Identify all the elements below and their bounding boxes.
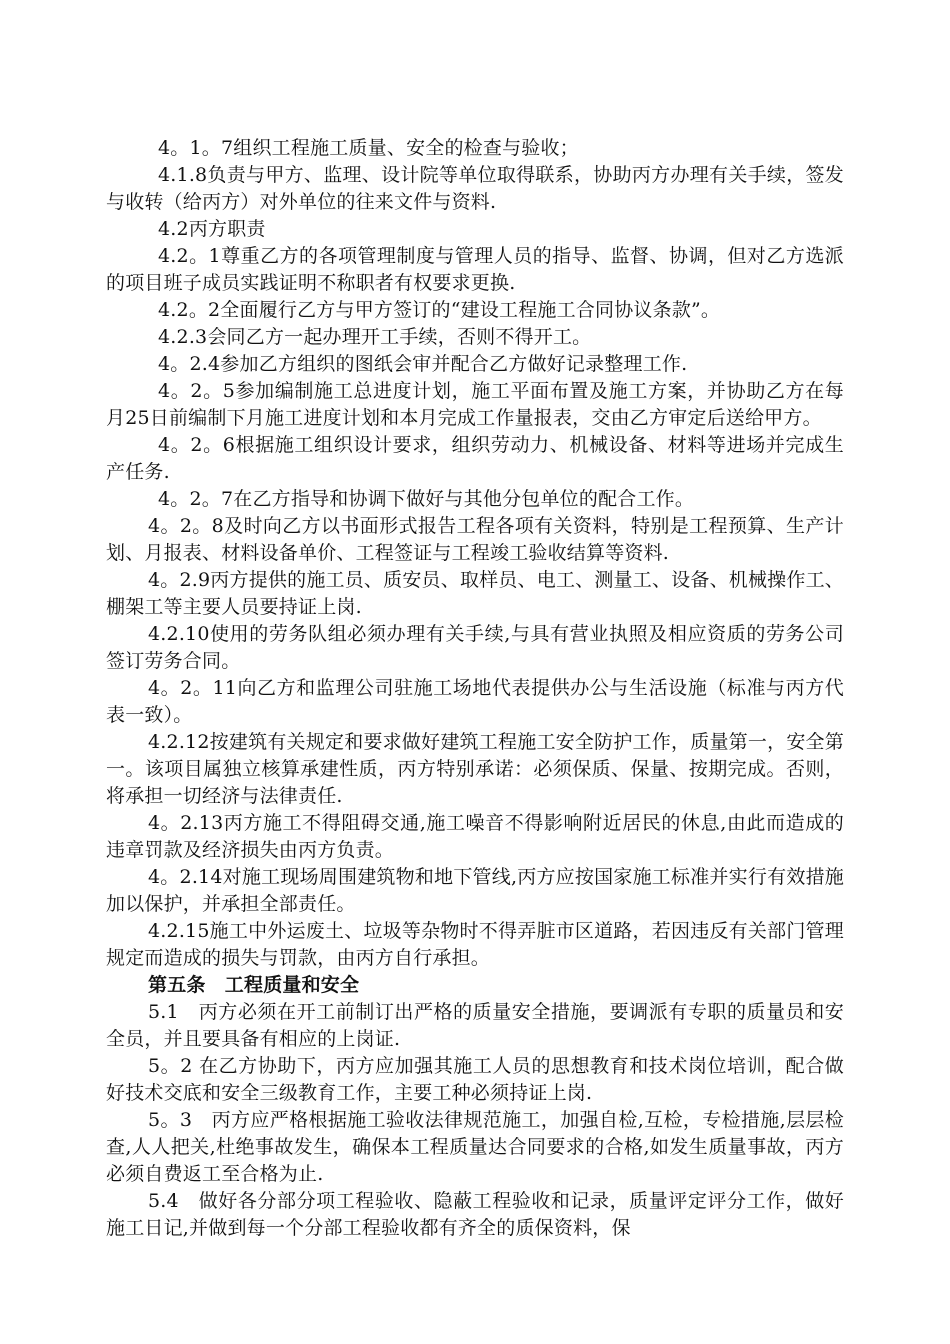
- clause-4-1-8: 4.1.8负责与甲方、监理、设计院等单位取得联系，协助丙方办理有关手续，签发与收转（给丙方）对外单位的往来文件与资料.: [106, 164, 844, 213]
- clause-4-2-5: 4。2。5参加编制施工总进度计划，施工平面布置及施工方案，并协助乙方在每月25日前编制下月施工进度计划和本月完成工作量报表，交由乙方审定后送给甲方。: [106, 380, 844, 429]
- clause-5-2: 5。2 在乙方协助下，丙方应加强其施工人员的思想教育和技术岗位培训，配合做好技术交底和安全三级教育工作，主要工种必须持证上岗.: [106, 1055, 844, 1104]
- clause-4-2-4: 4。2.4参加乙方组织的图纸会审并配合乙方做好记录整理工作.: [158, 353, 688, 375]
- clause-4-2-15: 4.2.15施工中外运废土、垃圾等杂物时不得弄脏市区道路，若因违反有关部门管理规定而造成的损失与罚款，由丙方自行承担。: [106, 920, 844, 969]
- clause-5-3: 5。3 丙方应严格根据施工验收法律规范施工，加强自检,互检，专检措施,层层检查,人人把关,杜绝事故发生，确保本工程质量达合同要求的合格,如发生质量事故，丙方必须自费返工至合格为止.: [106, 1109, 844, 1185]
- clause-4-1-7: 4。1。7组织工程施工质量、安全的检查与验收；: [158, 137, 579, 159]
- clause-5-1: 5.1 丙方必须在开工前制订出严格的质量安全措施，要调派有专职的质量员和安全员，并且要具备有相应的上岗证.: [106, 1001, 844, 1050]
- clause-4-2-8: 4。2。8及时向乙方以书面形式报告工程各项有关资料，特别是工程预算、生产计划、月报表、材料设备单价、工程签证与工程竣工验收结算等资料.: [106, 515, 844, 564]
- clause-4-2-13: 4。2.13丙方施工不得阻碍交通,施工噪音不得影响附近居民的休息,由此而造成的违章罚款及经济损失由丙方负责。: [106, 812, 844, 861]
- clause-4-2-7: 4。2。7在乙方指导和协调下做好与其他分包单位的配合工作。: [158, 488, 695, 510]
- section-4-2-heading: 4.2丙方职责: [158, 218, 266, 240]
- clause-4-2-9: 4。2.9丙方提供的施工员、质安员、取样员、电工、测量工、设备、机械操作工、棚架工等主要人员要持证上岗.: [106, 569, 844, 618]
- clause-4-2-12: 4.2.12按建筑有关规定和要求做好建筑工程施工安全防护工作，质量第一，安全第一。该项目属独立核算承建性质，丙方特别承诺：必须保质、保量、按期完成。否则，将承担一切经济与法律责任.: [106, 731, 844, 807]
- article-5-heading: 第五条 工程质量和安全: [148, 974, 360, 996]
- clause-4-2-6: 4。2。6根据施工组织设计要求，组织劳动力、机械设备、材料等进场并完成生产任务.: [106, 434, 844, 483]
- clause-4-2-1: 4.2。1尊重乙方的各项管理制度与管理人员的指导、监督、协调，但对乙方选派的项目班子成员实践证明不称职者有权要求更换.: [106, 245, 844, 294]
- clause-4-2-11: 4。2。11向乙方和监理公司驻施工场地代表提供办公与生活设施（标准与丙方代表一致）。: [106, 677, 844, 726]
- clause-5-4: 5.4 做好各分部分项工程验收、隐蔽工程验收和记录，质量评定评分工作，做好施工日记,并做到每一个分部工程验收都有齐全的质保资料，保: [106, 1190, 844, 1239]
- clause-4-2-3: 4.2.3会同乙方一起办理开工手续，否则不得开工。: [158, 326, 592, 348]
- clause-4-2-14: 4。2.14对施工现场周围建筑物和地下管线,丙方应按国家施工标准并实行有效措施加以保护，并承担全部责任。: [106, 866, 844, 915]
- clause-4-2-2: 4.2。2全面履行乙方与甲方签订的“建设工程施工合同协议条款”。: [158, 299, 721, 321]
- clause-4-2-10: 4.2.10使用的劳务队组必须办理有关手续,与具有营业执照及相应资质的劳务公司签订劳务合同。: [106, 623, 844, 672]
- document-body: [106, 135, 844, 1242]
